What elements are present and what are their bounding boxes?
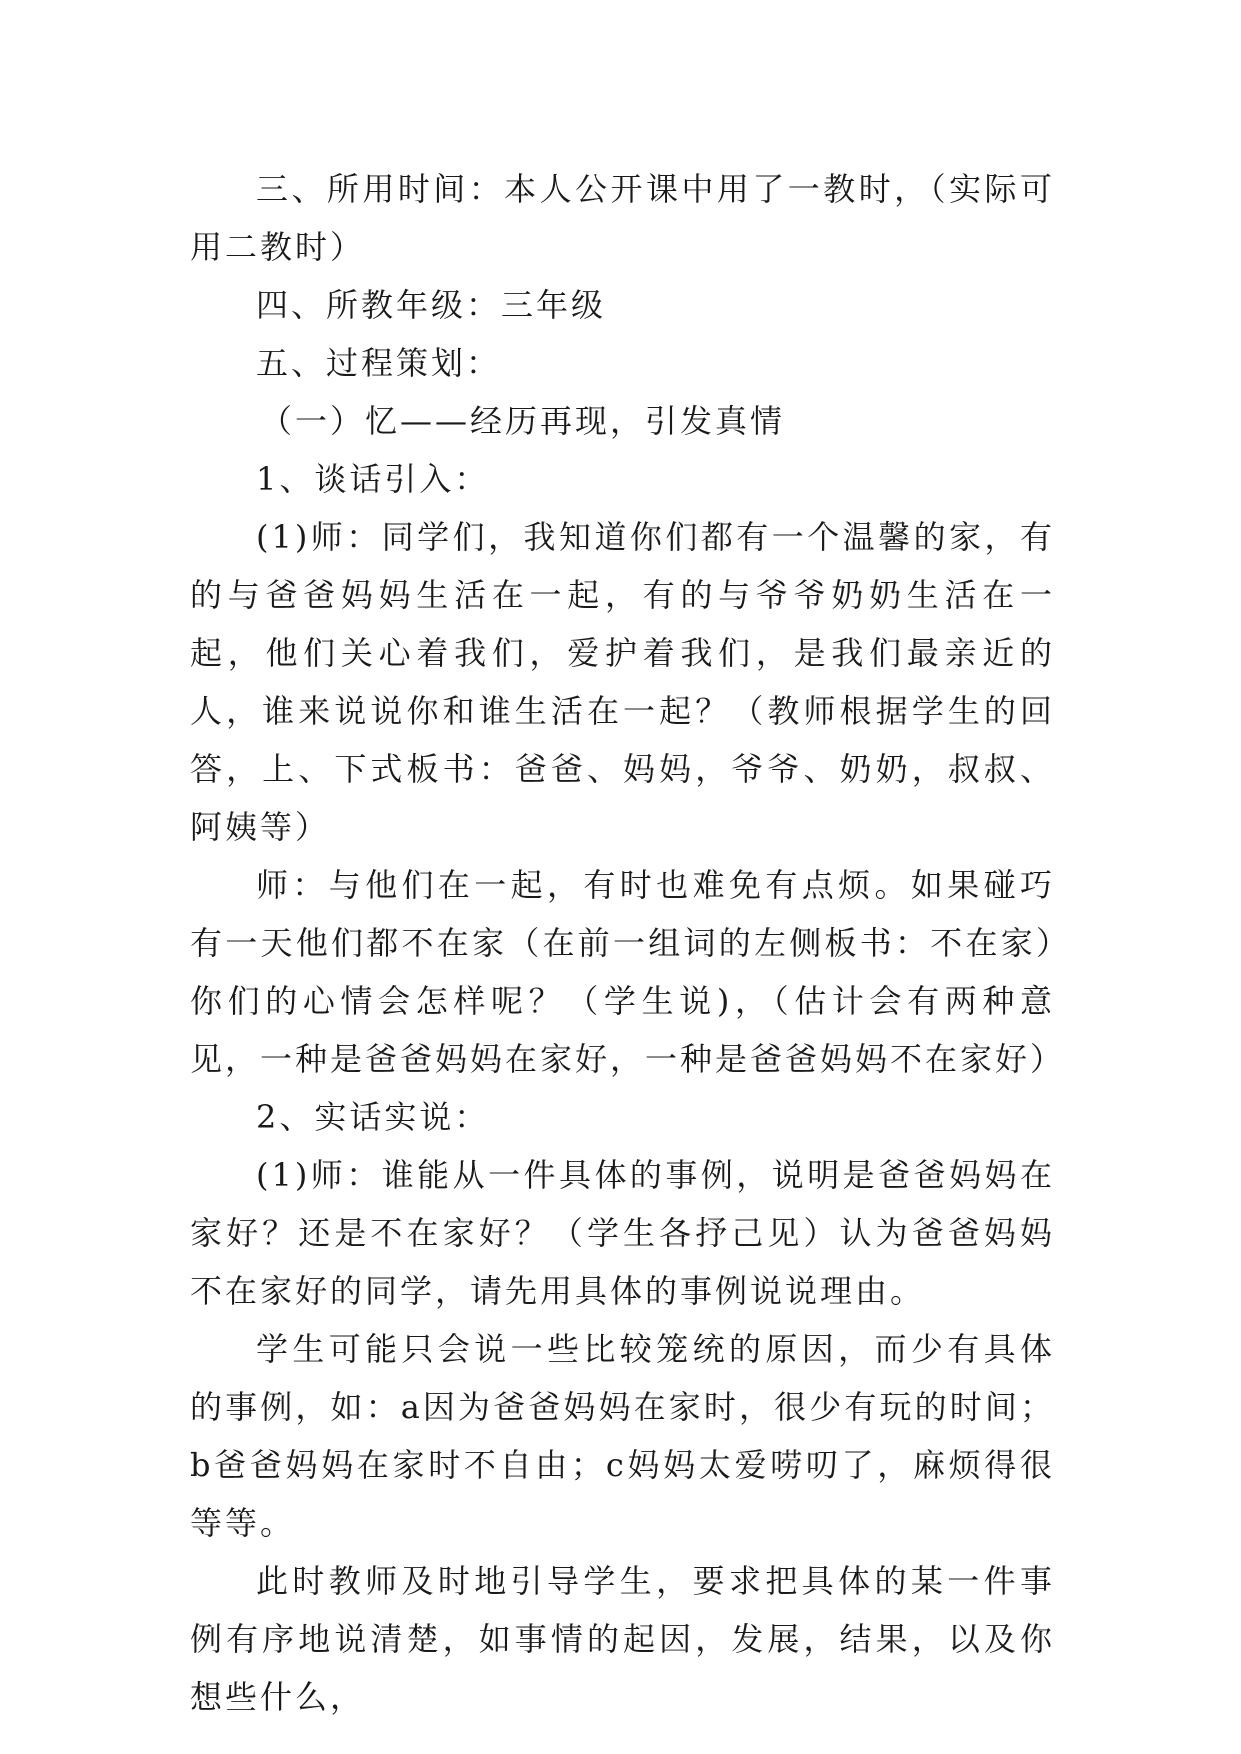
paragraph-talk-intro-heading: 1、谈话引入： — [256, 460, 490, 498]
paragraph-teacher-intro: (1)师：同学们，我知道你们都有一个温馨的家，有的与爸爸妈妈生活在一起，有的与爷爷奶奶生活在一起，他们关心着我们，爱护着我们，是我们最亲近的人，谁来说说你和谁生活在一起？（教师根据学生的回答，上、下式板书：爸爸、妈妈，爷爷、奶奶，叔叔、阿姨等） — [190, 518, 1055, 846]
paragraph-time-used: 三、所用时间：本人公开课中用了一教时，（实际可用二教时） — [190, 170, 1055, 266]
paragraph-process-heading: 五、过程策划： — [256, 344, 502, 382]
paragraph-teacher-guidance: 此时教师及时地引导学生，要求把具体的某一件事例有序地说清楚，如事情的起因，发展，结果，以及你想些什么， — [190, 1562, 1055, 1716]
paragraph-student-reasons: 学生可能只会说一些比较笼统的原因，而少有具体的事例，如：a因为爸爸妈妈在家时，很少有玩的时间；b爸爸妈妈在家时不自由；c妈妈太爱唠叨了，麻烦得很等等。 — [190, 1330, 1055, 1542]
paragraph-grade: 四、所教年级：三年级 — [256, 286, 607, 324]
paragraph-teacher-example: (1)师：谁能从一件具体的事例，说明是爸爸妈妈在家好？还是不在家好？（学生各抒己见）认为爸爸妈妈不在家好的同学，请先用具体的事例说说理由。 — [190, 1156, 1055, 1310]
paragraph-teacher-question: 师：与他们在一起，有时也难免有点烦。如果碰巧有一天他们都不在家（在前一组词的左侧板书：不在家）你们的心情会怎样呢？（学生说)，（估计会有两种意见，一种是爸爸妈妈在家好，一种是爸爸妈妈不在家好） — [190, 866, 1066, 1078]
paragraph-section-recall: （一）忆——经历再现，引发真情 — [260, 402, 786, 440]
paragraph-honest-talk-heading: 2、实话实说： — [256, 1098, 490, 1136]
document-body — [190, 160, 1066, 1726]
